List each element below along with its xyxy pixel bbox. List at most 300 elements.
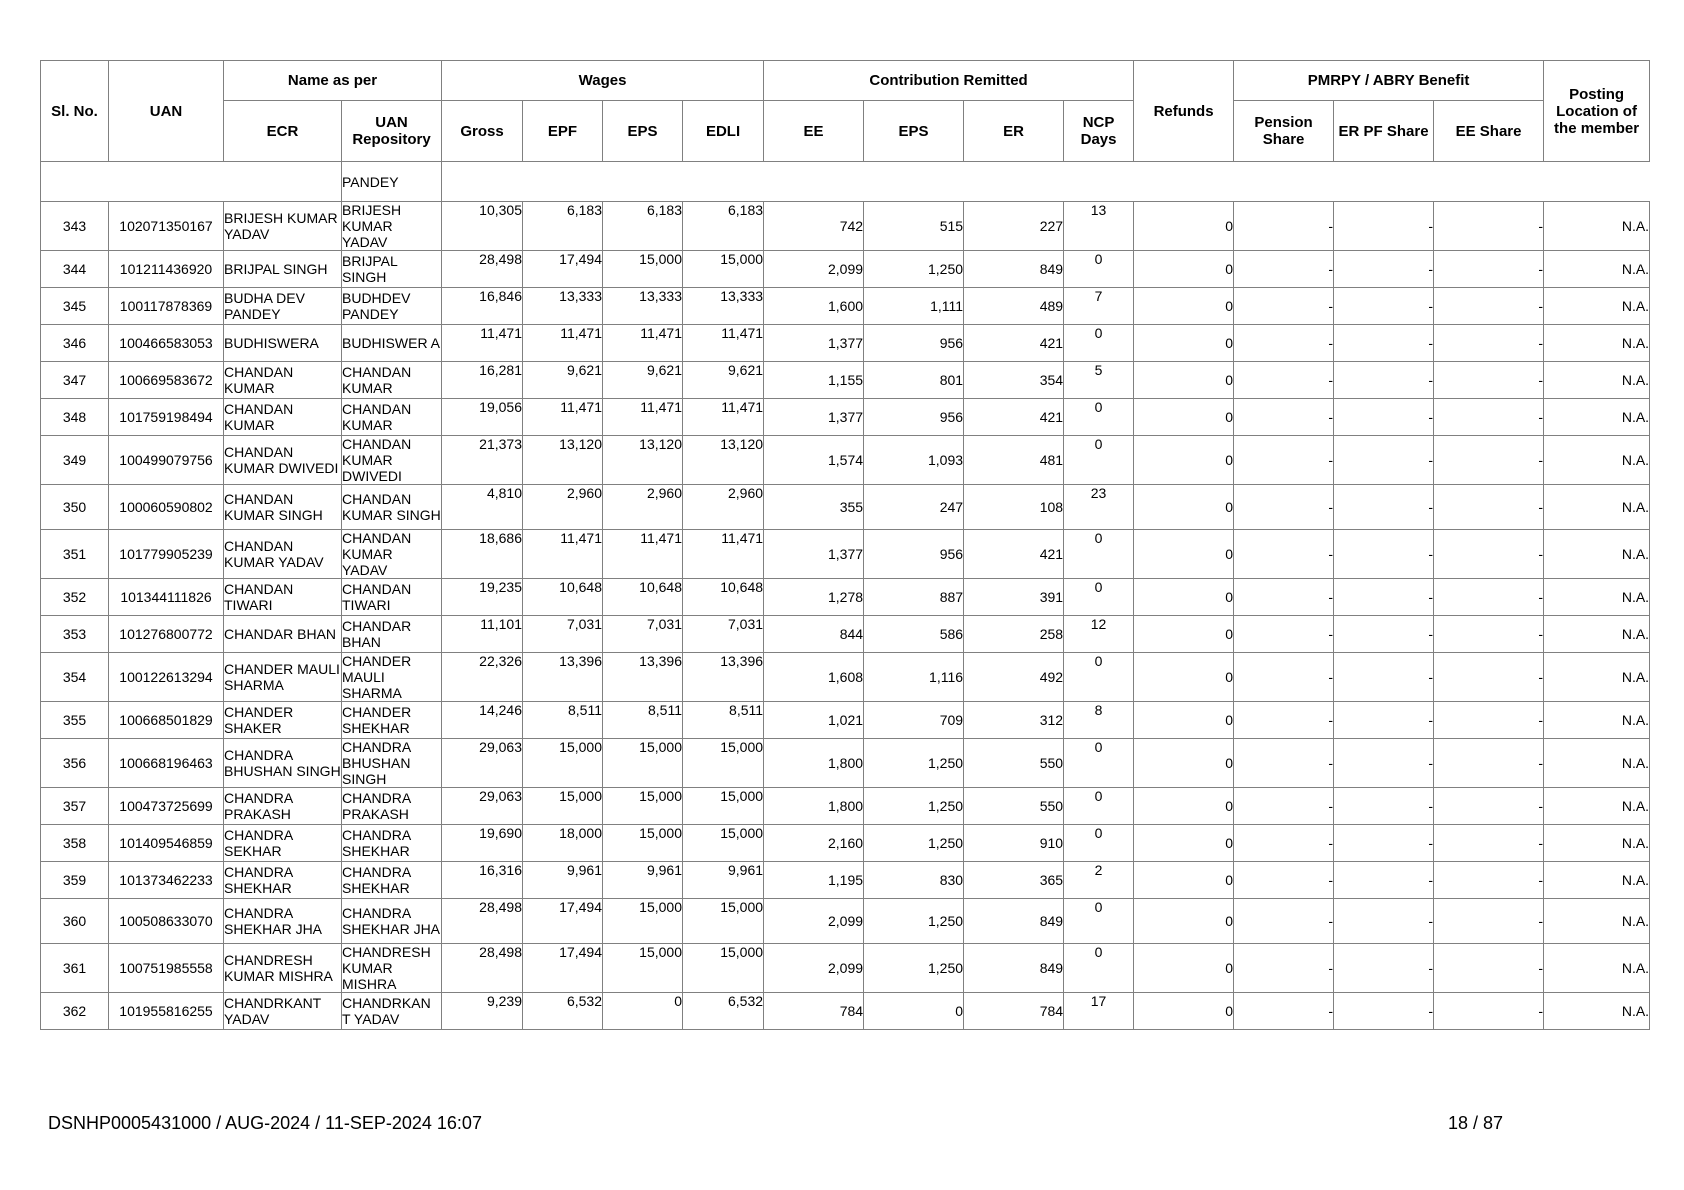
cell-eps-contribution: 1,250 <box>864 899 964 944</box>
table-row <box>41 862 1650 899</box>
cell-ee: 1,155 <box>764 362 864 399</box>
cell-posting-location: N.A. <box>1544 899 1650 944</box>
cell-er: 421 <box>964 530 1064 579</box>
table-body <box>41 162 1650 1030</box>
cell-uan: 100668501829 <box>109 702 224 739</box>
table-row <box>41 325 1650 362</box>
footer-page-number: 18 / 87 <box>1448 1113 1504 1133</box>
cell-sl-no: 361 <box>41 944 109 993</box>
cell-refunds: 0 <box>1134 485 1234 530</box>
cell-eps-wages: 15,000 <box>603 944 683 993</box>
cell-ee-share: - <box>1434 825 1544 862</box>
cell-ee: 1,021 <box>764 702 864 739</box>
cell-posting-location: N.A. <box>1544 702 1650 739</box>
cell-eps-wages: 15,000 <box>603 825 683 862</box>
cell-ee: 2,099 <box>764 251 864 288</box>
cell-er-pf-share: - <box>1334 993 1434 1030</box>
header-uan-repository: UAN Repository <box>342 101 442 162</box>
cell-ee: 1,574 <box>764 436 864 485</box>
cell-ecr-name: CHANDAN TIWARI <box>224 579 342 616</box>
cell-uan: 101779905239 <box>109 530 224 579</box>
continuation-uan-name: PANDEY <box>342 162 442 202</box>
cell-eps-wages: 2,960 <box>603 485 683 530</box>
cell-ee-share: - <box>1434 739 1544 788</box>
cell-sl-no: 351 <box>41 530 109 579</box>
cell-ecr-name: CHANDAN KUMAR <box>224 399 342 436</box>
header-er-pf-share: ER PF Share <box>1334 101 1434 162</box>
cell-uan-repository-name: CHANDAN KUMAR <box>342 362 442 399</box>
cell-ncp-days: 0 <box>1064 788 1134 825</box>
cell-gross: 4,810 <box>442 485 523 530</box>
cell-er: 227 <box>964 202 1064 251</box>
cell-epf: 13,396 <box>523 653 603 702</box>
cell-posting-location: N.A. <box>1544 530 1650 579</box>
cell-uan: 100499079756 <box>109 436 224 485</box>
cell-er: 312 <box>964 702 1064 739</box>
cell-eps-contribution: 1,093 <box>864 436 964 485</box>
cell-ecr-name: CHANDAN KUMAR DWIVEDI <box>224 436 342 485</box>
cell-posting-location: N.A. <box>1544 251 1650 288</box>
cell-ncp-days: 0 <box>1064 399 1134 436</box>
cell-eps-contribution: 956 <box>864 325 964 362</box>
cell-ee: 1,377 <box>764 399 864 436</box>
cell-eps-wages: 15,000 <box>603 899 683 944</box>
cell-epf: 11,471 <box>523 399 603 436</box>
cell-er-pf-share: - <box>1334 739 1434 788</box>
cell-sl-no: 359 <box>41 862 109 899</box>
cell-gross: 14,246 <box>442 702 523 739</box>
cell-ee: 742 <box>764 202 864 251</box>
cell-gross: 29,063 <box>442 739 523 788</box>
cell-uan: 102071350167 <box>109 202 224 251</box>
cell-er-pf-share: - <box>1334 325 1434 362</box>
cell-ee-share: - <box>1434 579 1544 616</box>
cell-eps-wages: 9,621 <box>603 362 683 399</box>
cell-epf: 2,960 <box>523 485 603 530</box>
cell-eps-contribution: 709 <box>864 702 964 739</box>
cell-er: 421 <box>964 399 1064 436</box>
cell-ncp-days: 13 <box>1064 202 1134 251</box>
cell-er: 421 <box>964 325 1064 362</box>
cell-pension-share: - <box>1234 288 1334 325</box>
cell-edli: 9,961 <box>683 862 764 899</box>
cell-eps-wages: 13,396 <box>603 653 683 702</box>
cell-ee-share: - <box>1434 436 1544 485</box>
cell-refunds: 0 <box>1134 788 1234 825</box>
cell-ee: 2,099 <box>764 944 864 993</box>
cell-refunds: 0 <box>1134 399 1234 436</box>
cell-gross: 22,326 <box>442 653 523 702</box>
cell-ee: 1,800 <box>764 739 864 788</box>
cell-uan-repository-name: CHANDRA SHEKHAR JHA <box>342 899 442 944</box>
cell-ee-share: - <box>1434 653 1544 702</box>
cell-uan-repository-name: BUDHDEV PANDEY <box>342 288 442 325</box>
cell-ncp-days: 17 <box>1064 993 1134 1030</box>
cell-er: 550 <box>964 739 1064 788</box>
cell-ee-share: - <box>1434 944 1544 993</box>
cell-pension-share: - <box>1234 325 1334 362</box>
cell-epf: 6,532 <box>523 993 603 1030</box>
cell-ee-share: - <box>1434 251 1544 288</box>
table-row <box>41 399 1650 436</box>
cell-er-pf-share: - <box>1334 288 1434 325</box>
cell-eps-contribution: 0 <box>864 993 964 1030</box>
header-name-as-per: Name as per <box>224 61 442 101</box>
cell-ecr-name: BUDHISWERA <box>224 325 342 362</box>
cell-uan-repository-name: CHANDER MAULI SHARMA <box>342 653 442 702</box>
cell-edli: 13,333 <box>683 288 764 325</box>
cell-ecr-name: CHANDRESH KUMAR MISHRA <box>224 944 342 993</box>
cell-er: 910 <box>964 825 1064 862</box>
cell-sl-no: 346 <box>41 325 109 362</box>
cell-eps-contribution: 247 <box>864 485 964 530</box>
cell-refunds: 0 <box>1134 993 1234 1030</box>
header-epf: EPF <box>523 101 603 162</box>
table-row <box>41 702 1650 739</box>
cell-ncp-days: 12 <box>1064 616 1134 653</box>
cell-er-pf-share: - <box>1334 251 1434 288</box>
cell-posting-location: N.A. <box>1544 399 1650 436</box>
cell-eps-wages: 15,000 <box>603 788 683 825</box>
header-pmrpy-abry: PMRPY / ABRY Benefit <box>1234 61 1544 101</box>
cell-er-pf-share: - <box>1334 702 1434 739</box>
cell-ecr-name: BRIJPAL SINGH <box>224 251 342 288</box>
cell-ee-share: - <box>1434 702 1544 739</box>
cell-ncp-days: 0 <box>1064 739 1134 788</box>
cell-uan: 101409546859 <box>109 825 224 862</box>
header-ee-share: EE Share <box>1434 101 1544 162</box>
cell-epf: 9,961 <box>523 862 603 899</box>
cell-er-pf-share: - <box>1334 862 1434 899</box>
cell-uan-repository-name: CHANDRKAN T YADAV <box>342 993 442 1030</box>
cell-gross: 29,063 <box>442 788 523 825</box>
cell-epf: 17,494 <box>523 899 603 944</box>
cell-eps-wages: 13,333 <box>603 288 683 325</box>
table-row <box>41 530 1650 579</box>
cell-sl-no: 350 <box>41 485 109 530</box>
cell-ecr-name: CHANDRA SHEKHAR JHA <box>224 899 342 944</box>
cell-posting-location: N.A. <box>1544 993 1650 1030</box>
cell-posting-location: N.A. <box>1544 325 1650 362</box>
cell-er: 849 <box>964 251 1064 288</box>
cell-er-pf-share: - <box>1334 485 1434 530</box>
cell-er-pf-share: - <box>1334 530 1434 579</box>
contribution-table <box>40 60 1650 1030</box>
cell-ee-share: - <box>1434 485 1544 530</box>
cell-pension-share: - <box>1234 899 1334 944</box>
cell-posting-location: N.A. <box>1544 825 1650 862</box>
cell-eps-contribution: 1,250 <box>864 825 964 862</box>
cell-ee-share: - <box>1434 899 1544 944</box>
cell-epf: 8,511 <box>523 702 603 739</box>
cell-ee: 1,800 <box>764 788 864 825</box>
cell-refunds: 0 <box>1134 362 1234 399</box>
cell-eps-wages: 6,183 <box>603 202 683 251</box>
header-contribution-eps: EPS <box>864 101 964 162</box>
cell-ecr-name: CHANDAN KUMAR <box>224 362 342 399</box>
cell-pension-share: - <box>1234 436 1334 485</box>
header-posting-location: Posting Location of the member <box>1544 61 1650 162</box>
cell-uan-repository-name: CHANDAN TIWARI <box>342 579 442 616</box>
cell-sl-no: 357 <box>41 788 109 825</box>
cell-uan-repository-name: CHANDRA PRAKASH <box>342 788 442 825</box>
cell-posting-location: N.A. <box>1544 288 1650 325</box>
cell-uan: 101344111826 <box>109 579 224 616</box>
cell-ee: 1,195 <box>764 862 864 899</box>
cell-refunds: 0 <box>1134 579 1234 616</box>
table-row <box>41 788 1650 825</box>
cell-edli: 2,960 <box>683 485 764 530</box>
cell-eps-wages: 11,471 <box>603 530 683 579</box>
cell-eps-contribution: 956 <box>864 530 964 579</box>
cell-er: 784 <box>964 993 1064 1030</box>
cell-edli: 15,000 <box>683 899 764 944</box>
cell-eps-contribution: 1,116 <box>864 653 964 702</box>
cell-er: 391 <box>964 579 1064 616</box>
continuation-blank-right <box>442 162 1650 202</box>
cell-eps-contribution: 801 <box>864 362 964 399</box>
cell-uan: 101373462233 <box>109 862 224 899</box>
cell-ncp-days: 8 <box>1064 702 1134 739</box>
cell-pension-share: - <box>1234 993 1334 1030</box>
cell-er: 108 <box>964 485 1064 530</box>
header-gross: Gross <box>442 101 523 162</box>
cell-eps-contribution: 1,250 <box>864 788 964 825</box>
cell-gross: 19,056 <box>442 399 523 436</box>
cell-ee-share: - <box>1434 399 1544 436</box>
cell-uan-repository-name: CHANDAN KUMAR SINGH <box>342 485 442 530</box>
header-eps: EPS <box>603 101 683 162</box>
cell-uan-repository-name: CHANDRA BHUSHAN SINGH <box>342 739 442 788</box>
cell-ee-share: - <box>1434 202 1544 251</box>
cell-ee: 844 <box>764 616 864 653</box>
cell-sl-no: 349 <box>41 436 109 485</box>
cell-edli: 11,471 <box>683 530 764 579</box>
cell-er: 550 <box>964 788 1064 825</box>
cell-eps-wages: 0 <box>603 993 683 1030</box>
cell-epf: 9,621 <box>523 362 603 399</box>
cell-sl-no: 345 <box>41 288 109 325</box>
header-ee: EE <box>764 101 864 162</box>
cell-er: 365 <box>964 862 1064 899</box>
cell-ncp-days: 5 <box>1064 362 1134 399</box>
cell-epf: 13,333 <box>523 288 603 325</box>
cell-refunds: 0 <box>1134 825 1234 862</box>
cell-uan-repository-name: CHANDRA SHEKHAR <box>342 862 442 899</box>
cell-pension-share: - <box>1234 825 1334 862</box>
table-row <box>41 579 1650 616</box>
cell-ee-share: - <box>1434 788 1544 825</box>
cell-ee: 1,608 <box>764 653 864 702</box>
cell-sl-no: 347 <box>41 362 109 399</box>
table-row <box>41 739 1650 788</box>
cell-refunds: 0 <box>1134 702 1234 739</box>
cell-uan: 100508633070 <box>109 899 224 944</box>
header-refunds: Refunds <box>1134 61 1234 162</box>
cell-pension-share: - <box>1234 485 1334 530</box>
cell-epf: 7,031 <box>523 616 603 653</box>
cell-uan-repository-name: CHANDRESH KUMAR MISHRA <box>342 944 442 993</box>
cell-epf: 15,000 <box>523 739 603 788</box>
cell-uan: 100060590802 <box>109 485 224 530</box>
cell-ecr-name: BUDHA DEV PANDEY <box>224 288 342 325</box>
cell-gross: 10,305 <box>442 202 523 251</box>
cell-ncp-days: 0 <box>1064 899 1134 944</box>
cell-ecr-name: CHANDRA PRAKASH <box>224 788 342 825</box>
cell-gross: 28,498 <box>442 899 523 944</box>
continuation-blank <box>41 162 342 202</box>
cell-refunds: 0 <box>1134 251 1234 288</box>
cell-refunds: 0 <box>1134 436 1234 485</box>
cell-uan: 100751985558 <box>109 944 224 993</box>
cell-sl-no: 362 <box>41 993 109 1030</box>
header-ecr: ECR <box>224 101 342 162</box>
cell-ee-share: - <box>1434 993 1544 1030</box>
cell-ee-share: - <box>1434 362 1544 399</box>
cell-eps-wages: 11,471 <box>603 399 683 436</box>
table-row <box>41 653 1650 702</box>
cell-ncp-days: 0 <box>1064 251 1134 288</box>
cell-epf: 18,000 <box>523 825 603 862</box>
cell-epf: 17,494 <box>523 251 603 288</box>
cell-edli: 7,031 <box>683 616 764 653</box>
cell-er-pf-share: - <box>1334 653 1434 702</box>
table-row <box>41 993 1650 1030</box>
cell-uan: 101276800772 <box>109 616 224 653</box>
cell-epf: 17,494 <box>523 944 603 993</box>
cell-eps-contribution: 1,250 <box>864 944 964 993</box>
cell-edli: 11,471 <box>683 399 764 436</box>
cell-refunds: 0 <box>1134 325 1234 362</box>
cell-gross: 18,686 <box>442 530 523 579</box>
cell-posting-location: N.A. <box>1544 579 1650 616</box>
cell-eps-contribution: 830 <box>864 862 964 899</box>
cell-er: 489 <box>964 288 1064 325</box>
cell-edli: 13,396 <box>683 653 764 702</box>
cell-ncp-days: 0 <box>1064 325 1134 362</box>
cell-eps-wages: 10,648 <box>603 579 683 616</box>
cell-uan-repository-name: BRIJPAL SINGH <box>342 251 442 288</box>
cell-epf: 15,000 <box>523 788 603 825</box>
cell-ee-share: - <box>1434 530 1544 579</box>
cell-edli: 13,120 <box>683 436 764 485</box>
cell-uan-repository-name: CHANDRA SHEKHAR <box>342 825 442 862</box>
cell-er-pf-share: - <box>1334 899 1434 944</box>
cell-uan: 101759198494 <box>109 399 224 436</box>
cell-refunds: 0 <box>1134 202 1234 251</box>
cell-pension-share: - <box>1234 399 1334 436</box>
cell-ncp-days: 0 <box>1064 653 1134 702</box>
cell-ee: 1,600 <box>764 288 864 325</box>
cell-gross: 28,498 <box>442 944 523 993</box>
cell-edli: 10,648 <box>683 579 764 616</box>
cell-refunds: 0 <box>1134 616 1234 653</box>
cell-refunds: 0 <box>1134 899 1234 944</box>
cell-uan-repository-name: CHANDER SHEKHAR <box>342 702 442 739</box>
cell-pension-share: - <box>1234 616 1334 653</box>
cell-uan: 101955816255 <box>109 993 224 1030</box>
header-pension-share: Pension Share <box>1234 101 1334 162</box>
cell-sl-no: 344 <box>41 251 109 288</box>
cell-gross: 9,239 <box>442 993 523 1030</box>
cell-gross: 28,498 <box>442 251 523 288</box>
cell-gross: 16,846 <box>442 288 523 325</box>
cell-er: 258 <box>964 616 1064 653</box>
cell-gross: 19,235 <box>442 579 523 616</box>
cell-er: 354 <box>964 362 1064 399</box>
cell-ncp-days: 2 <box>1064 862 1134 899</box>
cell-ecr-name: CHANDRA BHUSHAN SINGH <box>224 739 342 788</box>
cell-ee: 1,278 <box>764 579 864 616</box>
cell-pension-share: - <box>1234 944 1334 993</box>
cell-uan: 100117878369 <box>109 288 224 325</box>
cell-refunds: 0 <box>1134 944 1234 993</box>
cell-epf: 11,471 <box>523 530 603 579</box>
cell-edli: 6,183 <box>683 202 764 251</box>
cell-ncp-days: 7 <box>1064 288 1134 325</box>
cell-ee-share: - <box>1434 616 1544 653</box>
cell-pension-share: - <box>1234 530 1334 579</box>
cell-edli: 9,621 <box>683 362 764 399</box>
cell-sl-no: 360 <box>41 899 109 944</box>
cell-pension-share: - <box>1234 862 1334 899</box>
cell-er-pf-share: - <box>1334 579 1434 616</box>
cell-gross: 16,316 <box>442 862 523 899</box>
cell-edli: 8,511 <box>683 702 764 739</box>
header-edli: EDLI <box>683 101 764 162</box>
cell-ecr-name: CHANDAR BHAN <box>224 616 342 653</box>
cell-eps-wages: 13,120 <box>603 436 683 485</box>
cell-uan-repository-name: CHANDAR BHAN <box>342 616 442 653</box>
table-row <box>41 616 1650 653</box>
cell-eps-contribution: 515 <box>864 202 964 251</box>
cell-uan: 101211436920 <box>109 251 224 288</box>
cell-uan: 100668196463 <box>109 739 224 788</box>
cell-gross: 11,471 <box>442 325 523 362</box>
cell-er: 481 <box>964 436 1064 485</box>
cell-eps-contribution: 1,250 <box>864 251 964 288</box>
cell-uan: 100473725699 <box>109 788 224 825</box>
cell-eps-wages: 15,000 <box>603 739 683 788</box>
cell-posting-location: N.A. <box>1544 202 1650 251</box>
cell-gross: 11,101 <box>442 616 523 653</box>
cell-er-pf-share: - <box>1334 788 1434 825</box>
continuation-row <box>41 162 1650 202</box>
cell-uan-repository-name: BUDHISWER A <box>342 325 442 362</box>
cell-ecr-name: CHANDRA SEKHAR <box>224 825 342 862</box>
cell-uan-repository-name: CHANDAN KUMAR DWIVEDI <box>342 436 442 485</box>
cell-pension-share: - <box>1234 653 1334 702</box>
cell-ecr-name: CHANDER SHAKER <box>224 702 342 739</box>
cell-eps-wages: 8,511 <box>603 702 683 739</box>
header-wages: Wages <box>442 61 764 101</box>
header-contribution-remitted: Contribution Remitted <box>764 61 1134 101</box>
footer-document-id: DSNHP0005431000 / AUG-2024 / 11-SEP-2024 16:07 <box>48 1113 482 1133</box>
cell-eps-wages: 15,000 <box>603 251 683 288</box>
cell-refunds: 0 <box>1134 530 1234 579</box>
table-row <box>41 202 1650 251</box>
table-row <box>41 825 1650 862</box>
cell-ncp-days: 0 <box>1064 530 1134 579</box>
cell-er: 849 <box>964 899 1064 944</box>
cell-ee: 784 <box>764 993 864 1030</box>
cell-uan-repository-name: BRIJESH KUMAR YADAV <box>342 202 442 251</box>
cell-er-pf-share: - <box>1334 944 1434 993</box>
table-row <box>41 251 1650 288</box>
cell-posting-location: N.A. <box>1544 739 1650 788</box>
cell-epf: 13,120 <box>523 436 603 485</box>
cell-ecr-name: CHANDAN KUMAR YADAV <box>224 530 342 579</box>
